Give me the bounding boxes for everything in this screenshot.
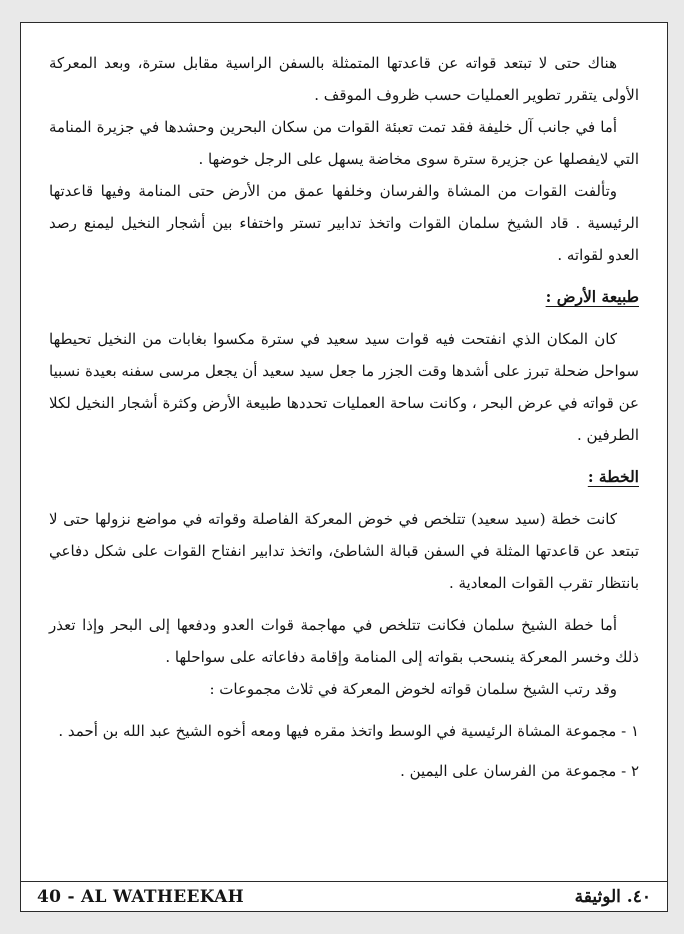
document-body <box>49 47 639 795</box>
footer-page-label-arabic: ٤٠. الوثيقة <box>574 887 651 907</box>
list-item-2: ٢ - مجموعة من الفرسان على اليمين . <box>400 762 639 780</box>
page-footer <box>21 881 667 913</box>
document-page <box>20 22 668 912</box>
paragraph-plan-2: أما خطة الشيخ سلمان فكانت تتلخص في مهاجمة قوات العدو ودفعها إلى البحر وإذا تعذر ذلك وخسر المعركة ينسحب بقواته إلى المنامة وإقامة دفاعاته على سواحلها . <box>49 616 639 666</box>
heading-terrain: طبيعة الأرض : <box>545 287 639 306</box>
paragraph-plan-3: وقد رتب الشيخ سلمان قواته لخوض المعركة في ثلاث مجموعات : <box>209 680 617 698</box>
heading-plan: الخطة : <box>587 467 639 486</box>
paragraph-terrain: كان المكان الذي انفتحت فيه قوات سيد سعيد في سترة مكسوا بغابات من النخيل تحيطها سواحل ضحلة تبرز على أشدها وقت الجزر ما جعل سيد سعيد أن يجعل مرسى سفنه بعيدة نسبيا عن قواته في عرض البحر ، وكانت ساحة العمليات تحددها طبيعة الأرض وكثرة أشجار النخيل لكلا الطرفين . <box>49 330 639 444</box>
paragraph-2: أما في جانب آل خليفة فقد تمت تعبئة القوات من سكان البحرين وحشدها في جزيرة المنامة التي لايفصلها عن جزيرة سترة سوى مخاضة يسهل على الرجل خوضها . <box>49 118 639 168</box>
paragraph-3: وتألفت القوات من المشاة والفرسان وخلفها عمق من الأرض حتى المنامة وفيها قاعدتها الرئيسية . قاد الشيخ سلمان القوات واتخذ تدابير تستر واختفاء بين أشجار النخيل ليمنع رصد العدو لقواته . <box>49 182 639 264</box>
list-item-1: ١ - مجموعة المشاة الرئيسية في الوسط واتخذ مقره فيها ومعه أخوه الشيخ عبد الله بن أحمد . <box>58 722 639 740</box>
paragraph-plan-1: كانت خطة (سيد سعيد) تتلخص في خوض المعركة الفاصلة وقواته في مواضع نزولها حتى لا تبتعد عن قاعدتها المثلة في السفن قبالة الشاطئ، واتخذ تدابير انفتاح القوات على شكل دفاعي بانتظار تقرب القوات المعادية . <box>49 510 640 592</box>
paragraph-1: هناك حتى لا تبتعد قواته عن قاعدتها المتمثلة بالسفن الراسية مقابل سترة، وبعد المعركة الأولى يتقرر تطوير العمليات حسب ظروف الموقف . <box>49 54 639 104</box>
footer-page-label: 40 - AL WATHEEKAH <box>37 887 244 907</box>
